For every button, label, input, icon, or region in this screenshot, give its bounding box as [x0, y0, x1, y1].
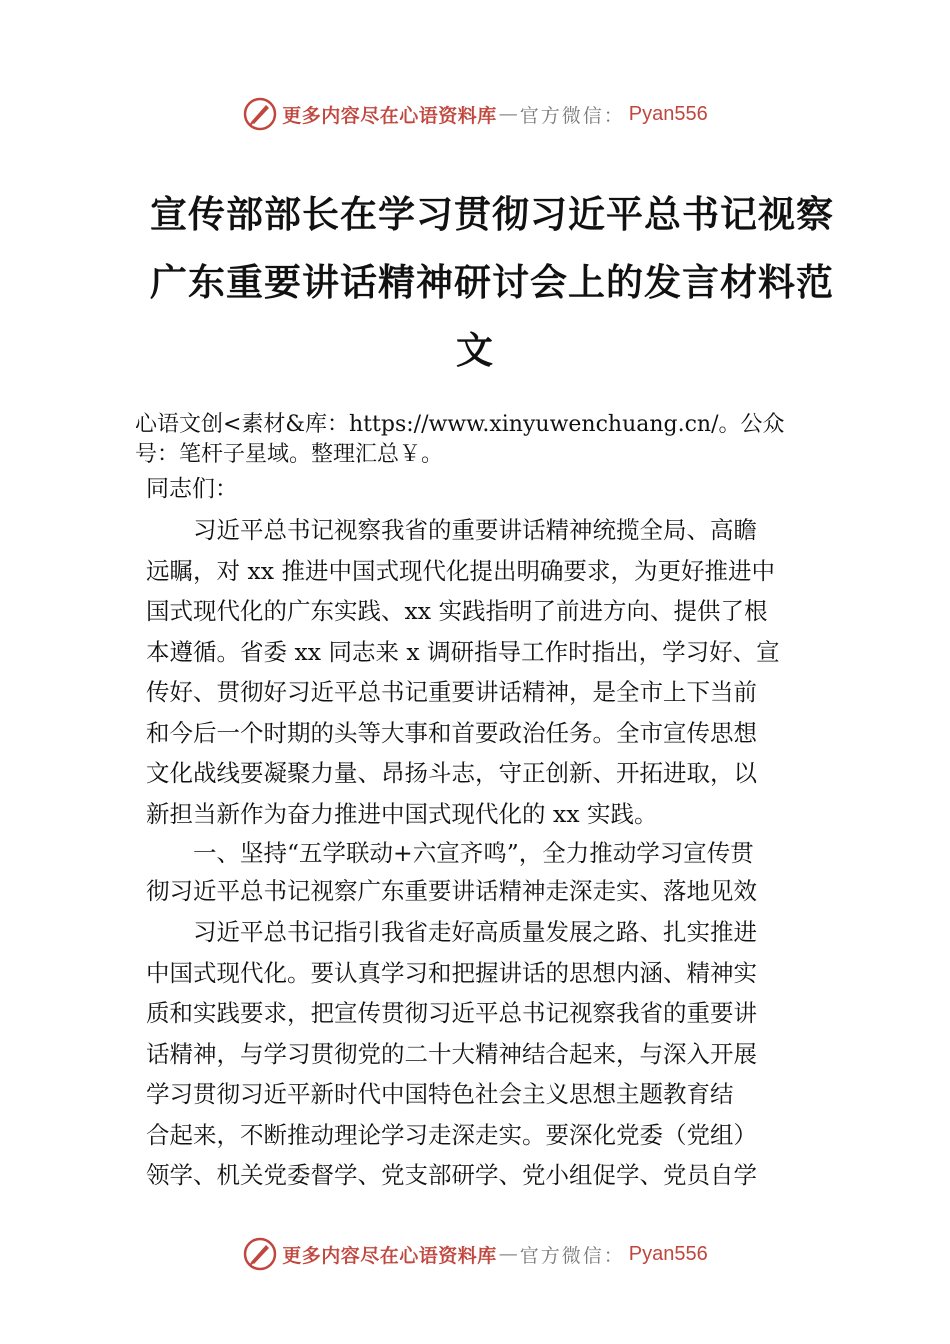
- paragraph-line: 文化战线要凝聚力量、昂扬斗志，守正创新、开拓进取，以: [146, 759, 757, 787]
- paragraph-section-1: [146, 912, 816, 1196]
- paragraph-line: 习近平总书记指引我省走好高质量发展之路、扎实推进: [146, 918, 757, 946]
- header-watermark-banner: [0, 92, 950, 136]
- paragraph-line: 远瞩，对 xx 推进中国式现代化提出明确要求，为更好推进中: [146, 556, 775, 585]
- source-line: 心语文创<素材&库：https://www.xinyuwenchuang.cn/。公众: [135, 412, 785, 437]
- paragraph-line: 话精神，与学习贯彻党的二十大精神结合起来，与深入开展: [146, 1039, 757, 1068]
- paragraph-line: 习近平总书记视察我省的重要讲话精神统揽全局、高瞻: [146, 516, 757, 544]
- source-line: 号：笔杆子星域。整理汇总￥。: [135, 442, 444, 467]
- heading-line: 一、坚持“五学联动+六宣齐鸣”，全力推动学习宣传贯: [146, 839, 754, 867]
- banner-dash: —: [498, 103, 518, 125]
- title-line: 文: [456, 328, 494, 372]
- section-heading-1: [146, 834, 816, 910]
- salutation: 同志们：: [146, 476, 238, 502]
- paragraph-line: 中国式现代化。要认真学习和把握讲话的思想内涵、精神实: [146, 958, 757, 987]
- site-name-text: 更多内容尽在心语资料库: [282, 1244, 497, 1267]
- paragraph-line: 传好、贯彻好习近平总书记重要讲话精神，是全市上下当前: [146, 678, 757, 706]
- paragraph-line: 本遵循。省委 xx 同志来 x 调研指导工作时指出，学习好、宣: [146, 637, 780, 666]
- wechat-label: 官方微信：: [519, 1244, 625, 1267]
- paragraph-line: 领学、机关党委督学、党支部研学、党小组促学、党员自学: [146, 1161, 757, 1189]
- paragraph-line: 新担当新作为奋力推进中国式现代化的 xx 实践。: [146, 799, 658, 828]
- heading-line: 彻习近平总书记视察广东重要讲话精神走深走实、落地见效: [146, 877, 757, 905]
- wechat-id: Pyan556: [628, 102, 708, 125]
- paragraph-intro: [146, 510, 816, 834]
- footer-watermark-banner: [0, 1232, 950, 1276]
- banner-dash: —: [498, 1243, 518, 1265]
- paragraph-line: 和今后一个时期的头等大事和首要政治任务。全市宣传思想: [146, 718, 757, 747]
- quill-pen-logo-icon: [242, 96, 278, 132]
- quill-pen-logo-icon: [242, 1236, 278, 1272]
- title-line: 广东重要讲话精神研讨会上的发言材料范: [150, 260, 834, 304]
- paragraph-line: 合起来，不断推动理论学习走深走实。要深化党委（党组）: [146, 1120, 757, 1149]
- document-title: [150, 180, 834, 384]
- wechat-id: Pyan556: [628, 1242, 708, 1265]
- site-name-text: 更多内容尽在心语资料库: [282, 104, 497, 127]
- source-note: [135, 410, 835, 470]
- title-line: 宣传部部长在学习贯彻习近平总书记视察: [150, 192, 834, 236]
- paragraph-line: 学习贯彻习近平新时代中国特色社会主义思想主题教育结: [146, 1080, 734, 1108]
- paragraph-line: 质和实践要求，把宣传贯彻习近平总书记视察我省的重要讲: [146, 999, 757, 1027]
- paragraph-line: 国式现代化的广东实践、xx 实践指明了前进方向、提供了根: [146, 597, 768, 625]
- wechat-label: 官方微信：: [519, 104, 625, 127]
